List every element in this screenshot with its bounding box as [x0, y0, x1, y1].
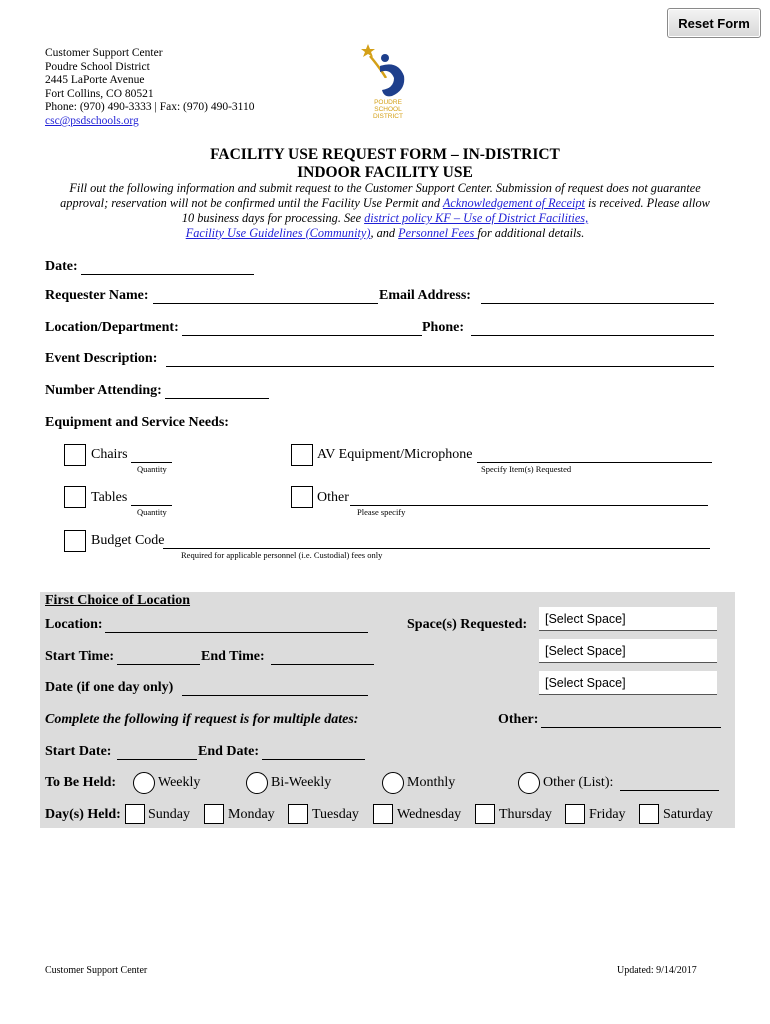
sunday-label: Sunday	[148, 807, 190, 822]
sunday-checkbox[interactable]	[125, 804, 145, 824]
one-day-date-field[interactable]	[182, 681, 368, 696]
tables-quantity-field[interactable]	[131, 491, 172, 506]
contact-line: 2445 LaPorte Avenue	[45, 74, 145, 87]
other-equipment-field[interactable]	[350, 491, 708, 506]
requester-name-field[interactable]	[153, 289, 378, 304]
monday-label: Monday	[228, 807, 275, 822]
chairs-quantity-field[interactable]	[131, 448, 172, 463]
footer-updated-date: Updated: 9/14/2017	[617, 965, 697, 976]
tables-label: Tables	[91, 490, 128, 505]
space-select-2[interactable]: [Select Space]	[539, 639, 717, 663]
days-held-label: Day(s) Held:	[45, 807, 121, 822]
intro-line-4a: , and	[370, 226, 399, 240]
end-time-label: End Time:	[201, 649, 265, 664]
district-logo	[358, 38, 416, 122]
bi-weekly-label: Bi-Weekly	[271, 775, 332, 790]
footer-left: Customer Support Center	[45, 965, 148, 976]
other-equipment-caption: Please specify	[357, 507, 406, 517]
contact-line: Poudre School District	[45, 60, 150, 73]
intro-text	[40, 181, 730, 241]
tables-checkbox[interactable]	[64, 486, 86, 508]
guidelines-link[interactable]: Facility Use Guidelines (Community)	[185, 226, 371, 240]
start-date-label: Start Date:	[45, 744, 112, 759]
form-title: FACILITY USE REQUEST FORM – IN-DISTRICT	[210, 146, 560, 163]
start-time-label: Start Time:	[45, 649, 115, 664]
av-equipment-field[interactable]	[477, 448, 712, 463]
chairs-label: Chairs	[91, 447, 128, 462]
other-equipment-checkbox[interactable]	[291, 486, 313, 508]
wednesday-checkbox[interactable]	[373, 804, 393, 824]
end-date-label: End Date:	[198, 744, 260, 759]
budget-code-field[interactable]	[163, 534, 710, 549]
email-address-label: Email Address:	[379, 288, 471, 303]
spaces-requested-label: Space(s) Requested:	[407, 617, 528, 632]
weekly-radio[interactable]	[133, 772, 155, 794]
bi-weekly-radio[interactable]	[246, 772, 268, 794]
space-select-1[interactable]: [Select Space]	[539, 607, 717, 631]
equipment-heading: Equipment and Service Needs:	[45, 415, 229, 430]
contact-line: Fort Collins, CO 80521	[45, 87, 154, 100]
email-address-field[interactable]	[481, 289, 714, 304]
other-field[interactable]	[541, 713, 721, 728]
end-date-field[interactable]	[262, 745, 365, 760]
other-label: Other:	[498, 712, 539, 727]
budget-code-caption: Required for applicable personnel (i.e. Custodial) fees only	[181, 550, 383, 560]
multiple-dates-note: Complete the following if request is for multiple dates:	[45, 712, 359, 727]
av-equipment-caption: Specify Item(s) Requested	[481, 464, 572, 474]
saturday-checkbox[interactable]	[639, 804, 659, 824]
wednesday-label: Wednesday	[397, 807, 462, 822]
date-field[interactable]	[81, 260, 254, 275]
tuesday-label: Tuesday	[312, 807, 359, 822]
location-department-field[interactable]	[182, 321, 422, 336]
thursday-label: Thursday	[499, 807, 552, 822]
phone-field[interactable]	[471, 321, 714, 336]
tables-quantity-caption: Quantity	[137, 507, 167, 517]
start-time-field[interactable]	[117, 650, 200, 665]
friday-label: Friday	[589, 807, 626, 822]
space-select-3[interactable]: [Select Space]	[539, 671, 717, 695]
intro-line-3a: 10 business days for processing. See	[181, 211, 365, 225]
contact-block	[45, 47, 255, 129]
reset-form-button[interactable]: Reset Form	[667, 8, 761, 38]
weekly-label: Weekly	[158, 775, 201, 790]
phone-label: Phone:	[422, 320, 464, 335]
one-day-date-label: Date (if one day only)	[45, 680, 174, 695]
budget-code-label: Budget Code	[91, 533, 165, 548]
other-list-field[interactable]	[620, 776, 719, 791]
form-subtitle: INDOOR FACILITY USE	[297, 164, 473, 181]
thursday-checkbox[interactable]	[475, 804, 495, 824]
monthly-radio[interactable]	[382, 772, 404, 794]
intro-line-1: Fill out the following information and submit request to the Customer Support Center. Submission of request does not guarantee	[69, 181, 701, 195]
logo-text-1: POUDRE	[374, 99, 402, 106]
policy-link[interactable]: district policy KF – Use of District Facilities,	[364, 211, 589, 225]
first-choice-heading: First Choice of Location	[45, 593, 191, 608]
intro-line-2b: is received. Please allow	[584, 196, 710, 210]
requester-name-label: Requester Name:	[45, 288, 149, 303]
monthly-label: Monthly	[407, 775, 456, 790]
event-description-field[interactable]	[166, 352, 714, 367]
contact-line: Customer Support Center	[45, 47, 163, 59]
date-label: Date:	[45, 259, 78, 274]
other-list-radio[interactable]	[518, 772, 540, 794]
chairs-quantity-caption: Quantity	[137, 464, 167, 474]
av-equipment-label: AV Equipment/Microphone	[317, 447, 473, 462]
budget-code-checkbox[interactable]	[64, 530, 86, 552]
av-equipment-checkbox[interactable]	[291, 444, 313, 466]
contact-line: Phone: (970) 490-3333 | Fax: (970) 490-3110	[45, 101, 255, 114]
number-attending-label: Number Attending:	[45, 383, 162, 398]
number-attending-field[interactable]	[165, 384, 269, 399]
tuesday-checkbox[interactable]	[288, 804, 308, 824]
monday-checkbox[interactable]	[204, 804, 224, 824]
intro-line-2a: approval; reservation will not be confirmed until the Facility Use Permit and	[60, 196, 443, 210]
chairs-checkbox[interactable]	[64, 444, 86, 466]
location-field[interactable]	[105, 618, 368, 633]
logo-text-2: SCHOOL	[374, 106, 402, 113]
event-description-label: Event Description:	[45, 351, 158, 366]
saturday-label: Saturday	[663, 807, 713, 822]
intro-line-4b: for additional details.	[477, 226, 585, 240]
email-link[interactable]: csc@psdschools.org	[45, 114, 139, 127]
end-time-field[interactable]	[271, 650, 374, 665]
acknowledgement-link[interactable]: Acknowledgement of Receipt	[442, 196, 585, 210]
logo-text-3: DISTRICT	[373, 113, 403, 120]
personnel-fees-link[interactable]: Personnel Fees	[398, 226, 478, 240]
other-equipment-label: Other	[317, 490, 349, 505]
location-label: Location:	[45, 617, 103, 632]
to-be-held-label: To Be Held:	[45, 775, 117, 790]
other-list-label: Other (List):	[543, 775, 614, 790]
location-department-label: Location/Department:	[45, 320, 179, 335]
friday-checkbox[interactable]	[565, 804, 585, 824]
start-date-field[interactable]	[117, 745, 197, 760]
